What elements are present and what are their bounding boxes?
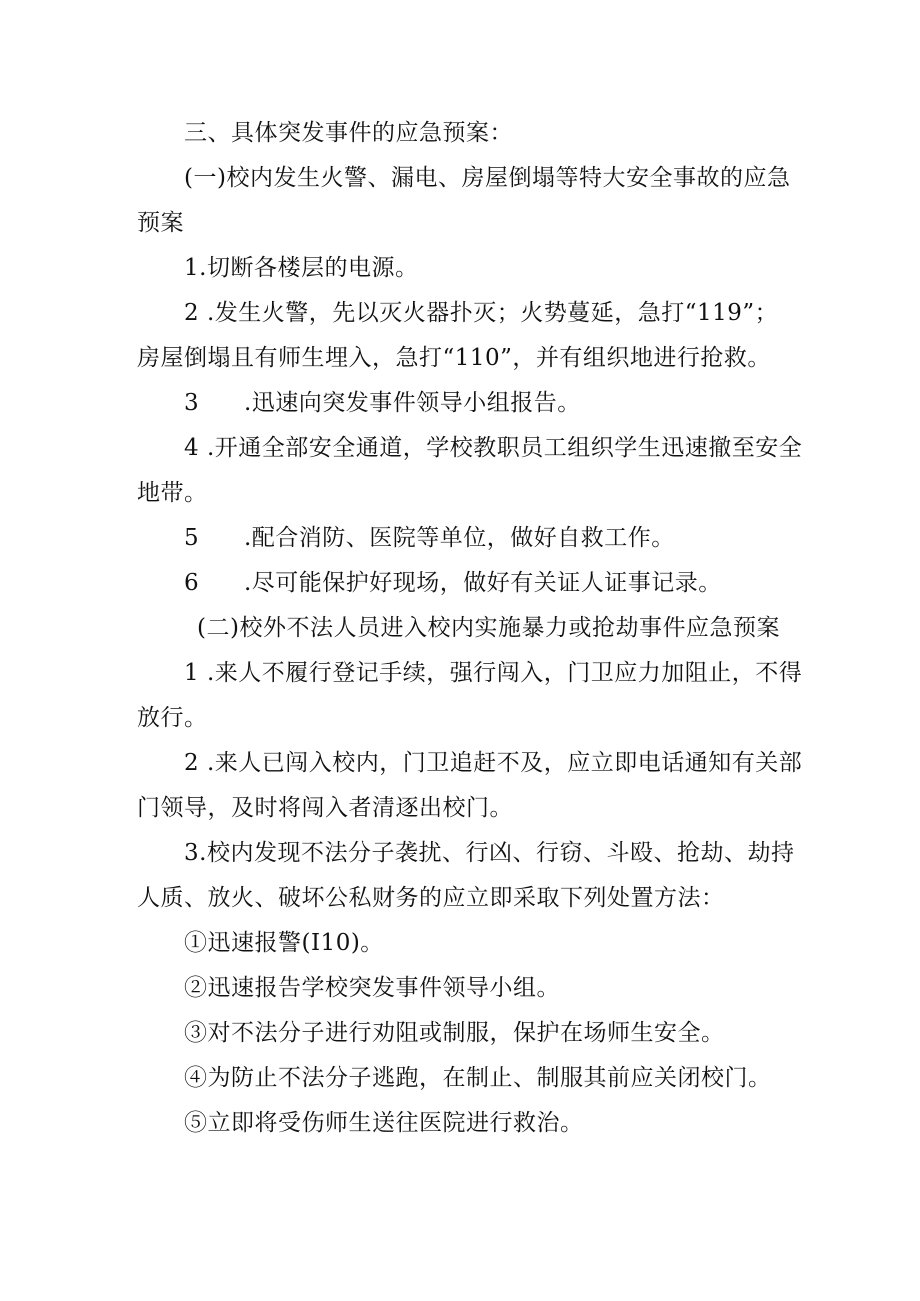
section2-item3: 3.校内发现不法分子袭扰、行凶、行窃、斗殴、抢劫、劫持 <box>184 840 795 866</box>
measure-item-4: ④为防止不法分子逃跑，在制止、制服其前应关闭校门。 <box>184 1065 772 1091</box>
section2-item2-cont: 门领导，及时将闯入者清逐出校门。 <box>137 795 513 821</box>
section1-item5 <box>0 518 920 558</box>
section2-item3-cont: 人质、放火、破坏公私财务的应立即采取下列处置方法： <box>137 885 725 911</box>
section1-item2: 2 .发生火警，先以灭火器扑灭；火势蔓延，急打“119”； <box>184 300 779 326</box>
section1-item3 <box>0 383 920 423</box>
section2-item1: 1 .来人不履行登记手续，强行闯入，门卫应力加阻止，不得 <box>184 660 803 686</box>
item-text: .迅速向突发事件领导小组报告。 <box>244 390 581 416</box>
item-number: 6 <box>184 570 200 596</box>
measure-item-1: ①迅速报警(I10)。 <box>184 930 384 956</box>
section2-title: (二)校外不法人员进入校内实施暴力或抢劫事件应急预案 <box>197 615 780 641</box>
item-number: 5 <box>184 525 200 551</box>
section1-title-cont: 预案 <box>137 210 184 236</box>
measure-item-3: ③对不法分子进行劝阻或制服，保护在场师生安全。 <box>184 1020 725 1046</box>
section1-item4-cont: 地带。 <box>137 480 208 506</box>
item-text: .配合消防、医院等单位，做好自救工作。 <box>244 525 675 551</box>
item-text: .尽可能保护好现场，做好有关证人证事记录。 <box>244 570 722 596</box>
item-number: 3 <box>184 390 200 416</box>
section1-item4: 4 .开通全部安全通道，学校教职员工组织学生迅速撤至安全 <box>184 435 803 461</box>
section-heading: 三、具体突发事件的应急预案： <box>184 120 513 146</box>
section1-item6 <box>0 563 920 603</box>
section1-title: (一)校内发生火警、漏电、房屋倒塌等特大安全事故的应急 <box>184 165 791 191</box>
section2-item2: 2 .来人已闯入校内，门卫追赶不及，应立即电话通知有关部 <box>184 750 803 776</box>
measure-item-2: ②迅速报告学校突发事件领导小组。 <box>184 975 560 1001</box>
section2-item1-cont: 放行。 <box>137 705 208 731</box>
section1-item2-cont: 房屋倒塌且有师生埋入，急打“110”，并有组织地进行抢救。 <box>137 345 771 371</box>
measure-item-5: ⑤立即将受伤师生送往医院进行救治。 <box>184 1110 584 1136</box>
section1-item1: 1.切断各楼层的电源。 <box>184 255 419 281</box>
